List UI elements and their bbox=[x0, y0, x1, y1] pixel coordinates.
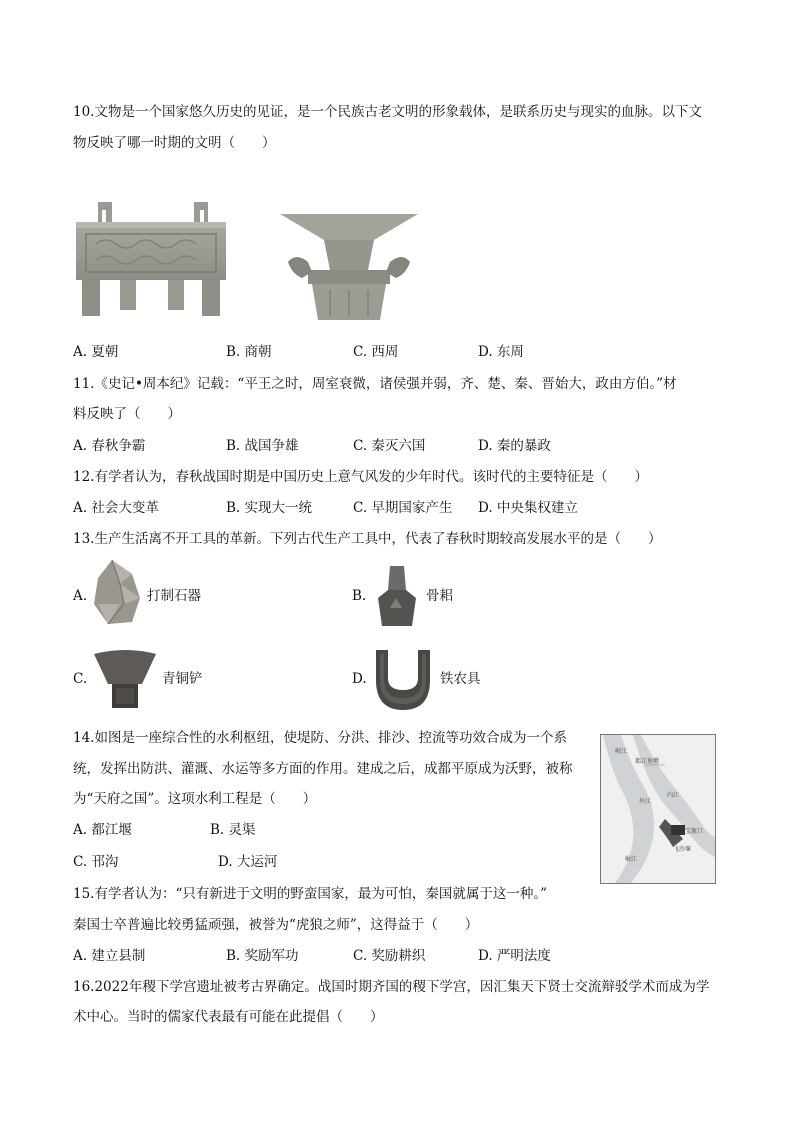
q10-option-c[interactable]: C. 西周 bbox=[353, 344, 399, 360]
bronze-shovel-icon bbox=[92, 648, 158, 714]
q10-option-d[interactable]: D. 东周 bbox=[478, 344, 524, 360]
q15-option-b[interactable]: B. 奖励军功 bbox=[226, 948, 299, 964]
chipped-stone-icon bbox=[92, 558, 142, 626]
q12-option-d[interactable]: D. 中央集权建立 bbox=[478, 500, 578, 516]
q13-stem: 13.生产生活离不开工具的革新。下列古代生产工具中，代表了春秋时期较高发展水平的是（ ） bbox=[73, 531, 662, 547]
q10-option-a[interactable]: A. 夏朝 bbox=[73, 344, 119, 360]
q12-stem: 12.有学者认为，春秋战国时期是中国历史上意气风发的少年时代。该时代的主要特征是（ ） bbox=[73, 469, 648, 485]
dujiangyan-map bbox=[600, 734, 716, 884]
q14-stem-line1: 14.如图是一座综合性的水利枢纽，使堤防、分洪、排沙、控流等功效合成为一个系 bbox=[73, 730, 567, 746]
q11-option-d[interactable]: D. 秦的暴政 bbox=[478, 438, 551, 454]
q13-option-c-label: 青铜铲 bbox=[162, 671, 203, 687]
q15-stem-line2: 秦国士卒普遍比较勇猛顽强，被誉为“虎狼之师”，这得益于（ ） bbox=[73, 917, 479, 933]
q11-stem-line1: 11.《史记•周本纪》记载：“平王之时，周室衰微，诸侯强并弱，齐、楚、秦、晋始大，政由方伯。”材 bbox=[73, 376, 677, 392]
q11-option-a[interactable]: A. 春秋争霸 bbox=[73, 438, 146, 454]
q14-stem-line2: 统，发挥出防洪、灌溉、水运等多方面的作用。建成之后，成都平原成为沃野，被称 bbox=[73, 761, 573, 777]
q11-stem-line2: 料反映了（ ） bbox=[73, 406, 181, 422]
q15-option-c[interactable]: C. 奖励耕织 bbox=[353, 948, 426, 964]
q14-option-c[interactable]: C. 邗沟 bbox=[73, 854, 119, 870]
iron-tool-icon bbox=[370, 648, 436, 712]
map-label-5: 飞沙堰 bbox=[673, 846, 692, 853]
q12-option-c[interactable]: C. 早期国家产生 bbox=[353, 500, 453, 516]
q13-option-d-label: 铁农具 bbox=[440, 671, 481, 687]
q15-option-d[interactable]: D. 严明法度 bbox=[478, 948, 551, 964]
q12-option-a[interactable]: A. 社会大变革 bbox=[73, 500, 159, 516]
map-label-0: 岷江 bbox=[615, 748, 628, 755]
map-label-3: 内江 bbox=[667, 792, 680, 799]
q15-option-a[interactable]: A. 建立县制 bbox=[73, 948, 146, 964]
q15-stem-line1: 15.有学者认为：“只有新进于文明的野蛮国家，最为可怕，秦国就属于这一种。” bbox=[73, 886, 548, 902]
q14-stem-line3: 为“天府之国”。这项水利工程是（ ） bbox=[73, 791, 317, 807]
q13-option-a-letter[interactable]: A. bbox=[73, 588, 88, 604]
q16-stem-line2: 术中心。当时的儒家代表最有可能在此提倡（ ） bbox=[73, 1009, 384, 1025]
map-label-1: 都江鱼嘴 bbox=[635, 758, 660, 765]
q13-option-b-letter[interactable]: B. bbox=[352, 588, 367, 604]
q10-stem-line1: 10.文物是一个国家悠久历史的见证，是一个民族古老文明的形象载体，是联系历史与现实的血脉。以下文 bbox=[73, 104, 702, 120]
map-label-2: 外江 bbox=[639, 798, 652, 805]
q14-option-d[interactable]: D. 大运河 bbox=[218, 854, 278, 870]
q13-option-c-letter[interactable]: C. bbox=[73, 671, 88, 687]
q12-option-b[interactable]: B. 实现大一统 bbox=[226, 500, 313, 516]
q14-option-b[interactable]: B. 灵渠 bbox=[210, 822, 256, 838]
q10-option-b[interactable]: B. 商朝 bbox=[226, 344, 272, 360]
q14-option-a[interactable]: A. 都江堰 bbox=[73, 822, 132, 838]
q11-option-c[interactable]: C. 秦灭六国 bbox=[353, 438, 426, 454]
q13-option-b-label: 骨耜 bbox=[426, 588, 453, 604]
q10-stem-line2: 物反映了哪一时期的文明（ ） bbox=[73, 135, 276, 151]
q16-stem-line1: 16.2022年稷下学宫遗址被考古界确定。战国时期齐国的稷下学宫，因汇集天下贤士交流辩驳学术而成为学 bbox=[73, 979, 710, 995]
bronze-zun-icon bbox=[278, 210, 420, 322]
map-label-6: 岷江 bbox=[625, 856, 638, 863]
bronze-ding-icon bbox=[72, 200, 230, 318]
q13-option-d-letter[interactable]: D. bbox=[352, 671, 367, 687]
bone-spade-icon bbox=[372, 564, 420, 628]
q13-option-a-label: 打制石器 bbox=[147, 588, 201, 604]
q11-option-b[interactable]: B. 战国争雄 bbox=[226, 438, 299, 454]
map-label-4: 宝瓶口 bbox=[685, 828, 704, 835]
